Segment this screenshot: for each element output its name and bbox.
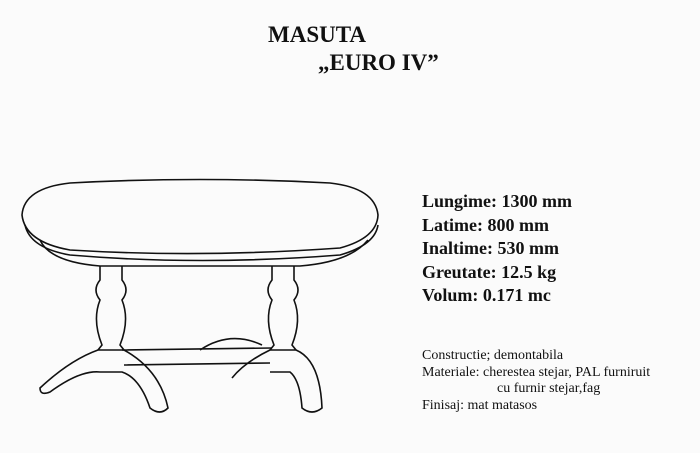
materials-continued: cu furnir stejar,fag bbox=[497, 381, 601, 396]
spec-volume: Volum: 0.171 mc bbox=[422, 285, 551, 305]
specifications bbox=[422, 190, 572, 308]
spec-length: Lungime: 1300 mm bbox=[422, 191, 572, 211]
materials: Materiale: cherestea stejar, PAL furniruit bbox=[422, 364, 651, 380]
spec-height: Inaltime: 530 mm bbox=[422, 238, 559, 258]
construction: Constructie; demontabila bbox=[422, 348, 564, 363]
details bbox=[422, 348, 650, 414]
title-line-2: „EURO IV” bbox=[318, 50, 439, 75]
spec-weight: Greutate: 12.5 kg bbox=[422, 261, 557, 282]
spec-width: Latime: 800 mm bbox=[422, 214, 549, 235]
title-line-1: MASUTA bbox=[268, 22, 366, 47]
finish: Finisaj: mat matasos bbox=[422, 397, 538, 413]
